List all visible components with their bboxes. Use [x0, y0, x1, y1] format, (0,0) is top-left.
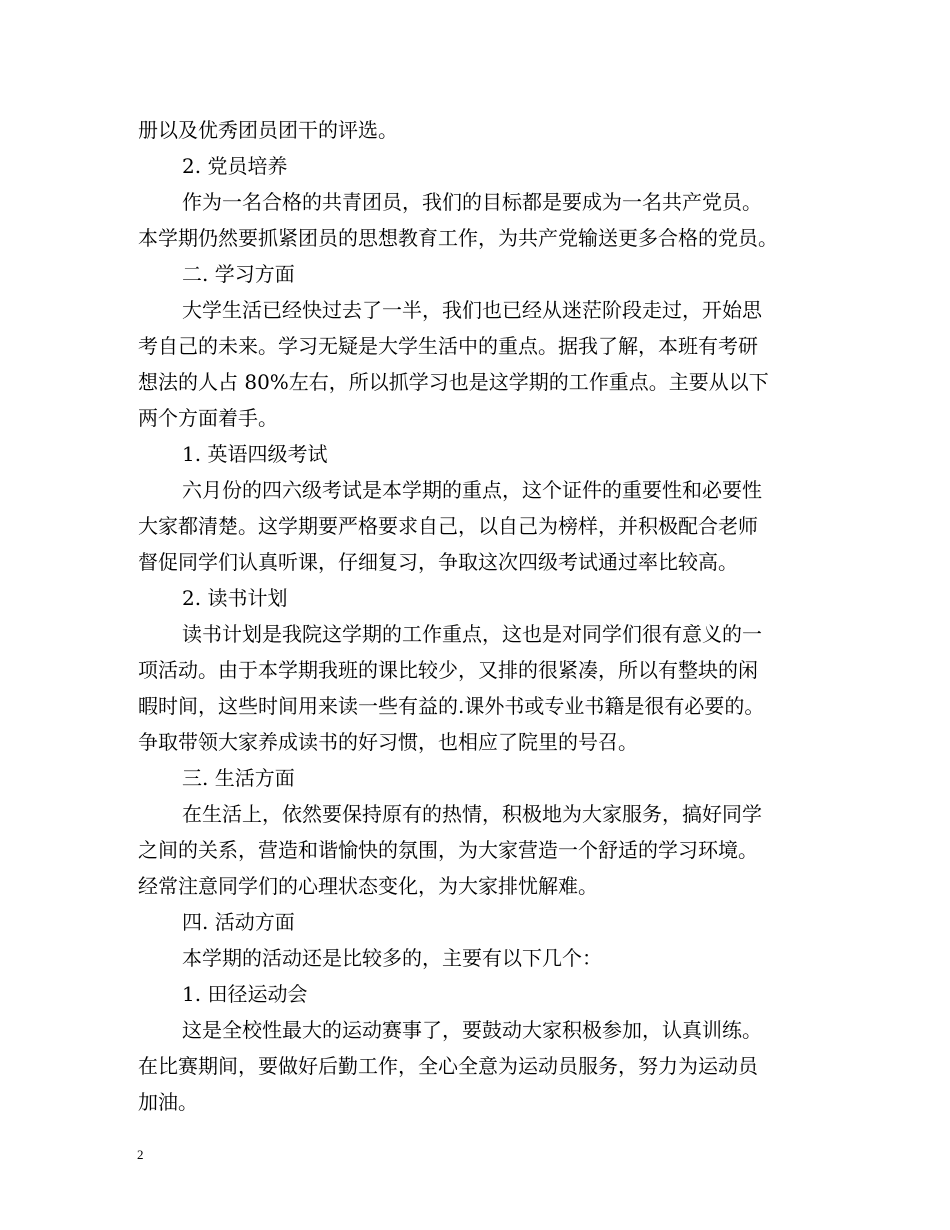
paragraph-first-line: 六月份的四六级考试是本学期的重点，这个证件的重要性和必要性	[182, 478, 762, 502]
body-text-line: 大家都清楚。这学期要严格要求自己，以自己为榜样，并积极配合老师	[138, 514, 758, 538]
body-text-line: 想法的人占 80%左右，所以抓学习也是这学期的工作重点。主要从以下	[138, 370, 769, 394]
body-text-line: 经常注意同学们的心理状态变化，为大家排忧解难。	[138, 874, 598, 898]
body-text-line: 督促同学们认真听课，仔细复习，争取这次四级考试通过率比较高。	[138, 550, 738, 574]
section-heading: 三. 生活方面	[182, 766, 295, 790]
paragraph-first-line: 这是全校性最大的运动赛事了，要鼓动大家积极参加，认真训练。	[182, 1018, 762, 1042]
body-text-line: 本学期仍然要抓紧团员的思想教育工作，为共产党输送更多合格的党员。	[138, 226, 778, 250]
body-text-line: 在比赛期间，要做好后勤工作，全心全意为运动员服务，努力为运动员	[138, 1054, 758, 1078]
subsection-heading: 2. 党员培养	[182, 154, 288, 178]
body-text-line: 项活动。由于本学期我班的课比较少，又排的很紧凑，所以有整块的闲	[138, 658, 758, 682]
body-text-line: 加油。	[138, 1090, 198, 1114]
page-number: 2	[137, 1147, 144, 1162]
body-text-line: 暇时间，这些时间用来读一些有益的.课外书或专业书籍是很有必要的。	[138, 694, 765, 718]
paragraph-first-line: 作为一名合格的共青团员，我们的目标都是要成为一名共产党员。	[182, 190, 762, 214]
body-text-line: 册以及优秀团员团干的评选。	[138, 118, 398, 142]
paragraph-first-line: 读书计划是我院这学期的工作重点，这也是对同学们很有意义的一	[182, 622, 762, 646]
section-heading: 二. 学习方面	[182, 262, 295, 286]
body-text-line: 考自己的未来。学习无疑是大学生活中的重点。据我了解，本班有考研	[138, 334, 758, 358]
paragraph-first-line: 大学生活已经快过去了一半，我们也已经从迷茫阶段走过，开始思	[182, 298, 762, 322]
body-text-line: 之间的关系，营造和谐愉快的氛围，为大家营造一个舒适的学习环境。	[138, 838, 758, 862]
paragraph-first-line: 在生活上，依然要保持原有的热情，积极地为大家服务，搞好同学	[182, 802, 762, 826]
subsection-heading: 2. 读书计划	[182, 586, 288, 610]
subsection-heading: 1. 田径运动会	[182, 982, 308, 1006]
body-text-line: 两个方面着手。	[138, 406, 278, 430]
section-heading: 四. 活动方面	[182, 910, 295, 934]
subsection-heading: 1. 英语四级考试	[182, 442, 328, 466]
body-text-line: 争取带领大家养成读书的好习惯，也相应了院里的号召。	[138, 730, 638, 754]
paragraph-first-line: 本学期的活动还是比较多的，主要有以下几个：	[182, 946, 602, 970]
